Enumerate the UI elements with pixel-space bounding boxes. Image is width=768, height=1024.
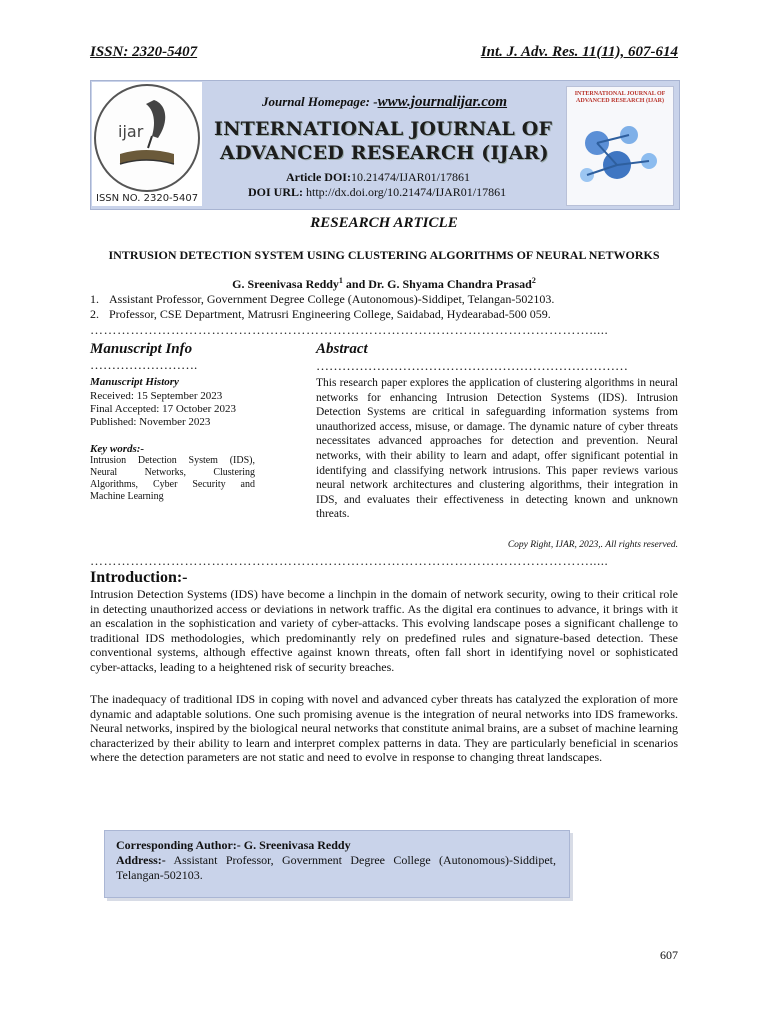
homepage-link[interactable]: www.journalijar.com xyxy=(377,94,508,110)
article-doi xyxy=(286,170,470,185)
homepage-label: Journal Homepage: - xyxy=(262,94,378,109)
doi-value: 10.21474/IJAR01/17861 xyxy=(350,170,470,184)
manuscript-divider: ……………………. xyxy=(90,357,198,372)
logo-text: ijar xyxy=(118,122,144,141)
abstract-heading: Abstract xyxy=(316,341,368,357)
divider-bottom: …………………………………………………………………………………………………..... xyxy=(90,553,609,568)
author-1: G. Sreenivasa Reddy xyxy=(232,277,339,291)
introduction-paragraph-2: The inadequacy of traditional IDS in coping with novel and advanced cyber threats has catalyzed the exploration of more dynamic and adaptable solutions. One such promising avenue is the integration of neural networks into IDS frameworks. Neural networks, inspired by the biological neural networks that constitute animal brains, are a subset of machine learning characterized by their ability to learn and interpret complex patterns in data. They are particularly beneficial in scenarios where the detection parameters are not static and need to evolve in response to changing threat landscapes. xyxy=(90,692,678,765)
affiliation-1 xyxy=(90,292,554,307)
article-title: INTRUSION DETECTION SYSTEM USING CLUSTERING ALGORITHMS OF NEURAL NETWORKS xyxy=(108,248,660,262)
affiliation-2-text: Professor, CSE Department, Matrusri Engineering College, Saidabad, Hydearabad-500 059. xyxy=(109,307,551,321)
doi-url-label: DOI URL: xyxy=(248,185,304,199)
doi-url-link[interactable]: http://dx.doi.org/10.21474/IJAR01/17861 xyxy=(306,185,507,199)
corresponding-author-label: Corresponding Author:- G. Sreenivasa Reddy xyxy=(116,838,351,852)
affiliation-1-number: 1. xyxy=(90,292,99,306)
journal-logo xyxy=(94,84,200,192)
author-2-sup: 2 xyxy=(531,276,536,285)
journal-cover xyxy=(566,86,674,206)
keywords-text: Intrusion Detection System (IDS), Neural Networks, Clustering Algorithms, Cyber Security and Machine Learning xyxy=(90,455,255,502)
author-line xyxy=(0,276,768,292)
abstract-text: This research paper explores the application of clustering algorithms in neural networks for enhancing Intrusion Detection Systems (IDS). Intrusion Detection Systems are critical in safeguarding information systems from unauthorized access, misuse, or damage. The dynamic nature of cyber threats necessitates advanced approaches for detection and prevention. Neural networks, with their ability to learn and adapt, offer significant potential in identifying and classifying network intrusions. This paper reviews various neural network architectures and clustering algorithms, their integration in IDS, and evaluates their effectiveness in detecting known and unknown threats. xyxy=(316,377,678,521)
affiliation-1-text: Assistant Professor, Government Degree College (Autonomous)-Siddipet, Telangan-502103. xyxy=(109,292,555,306)
journal-title-line2: ADVANCED RESEARCH (IJAR) xyxy=(220,142,549,164)
journal-homepage xyxy=(262,94,507,111)
copyright: Copy Right, IJAR, 2023,. All rights reserved. xyxy=(507,540,678,550)
introduction-heading: Introduction:- xyxy=(90,569,188,586)
doi-url xyxy=(248,185,506,200)
page-number: 607 xyxy=(660,948,678,962)
author-1-sup: 1 xyxy=(338,276,343,285)
manuscript-history-label: Manuscript History xyxy=(90,376,179,388)
published-date: Published: November 2023 xyxy=(90,416,211,428)
logo-issn: ISSN NO. 2320-5407 xyxy=(96,193,199,204)
author-2: and Dr. G. Shyama Chandra Prasad xyxy=(342,277,532,291)
issn-header: ISSN: 2320-5407 xyxy=(90,44,198,60)
address-text: Assistant Professor, Government Degree College (Autonomous)-Siddipet, Telangan-502103. xyxy=(116,853,556,882)
journal-title-line1: INTERNATIONAL JOURNAL OF xyxy=(214,118,553,140)
keywords-label: Key words:- xyxy=(90,443,145,455)
manuscript-info-heading: Manuscript Info xyxy=(90,341,193,357)
received-date: Received: 15 September 2023 xyxy=(90,390,223,402)
doi-label: Article DOI: xyxy=(286,170,351,184)
molecule-icon xyxy=(567,107,671,197)
abstract-divider: ……………………………………………………………… xyxy=(316,358,628,373)
article-type: RESEARCH ARTICLE xyxy=(310,215,458,231)
divider-top: …………………………………………………………………………………………………..... xyxy=(90,322,609,337)
citation-header: Int. J. Adv. Res. 11(11), 607-614 xyxy=(480,44,678,60)
address-label: Address:- xyxy=(116,853,166,867)
cover-title: INTERNATIONAL JOURNAL OF ADVANCED RESEARCH (IJAR) xyxy=(574,91,666,104)
quill-book-icon xyxy=(96,86,198,190)
affiliation-2 xyxy=(90,307,551,322)
accepted-date: Final Accepted: 17 October 2023 xyxy=(90,403,237,415)
affiliation-2-number: 2. xyxy=(90,307,99,321)
introduction-paragraph-1: Intrusion Detection Systems (IDS) have become a linchpin in the domain of network security, owing to their critical role in detecting unauthorized access or deviations in network traffic. As the digital era continues to advance, it brings with it an escalation in the sophistication and variety of cyber-attacks. This evolving landscape poses a significant challenge to traditional IDS methodologies, which predominantly rely on predefined rules and signature-based detection. These conventional systems, although effective against known threats, often fall short in identifying novel or sophisticated cyber-attacks, leading to a heightened risk of security breaches. xyxy=(90,587,678,674)
corresponding-address xyxy=(116,853,556,883)
